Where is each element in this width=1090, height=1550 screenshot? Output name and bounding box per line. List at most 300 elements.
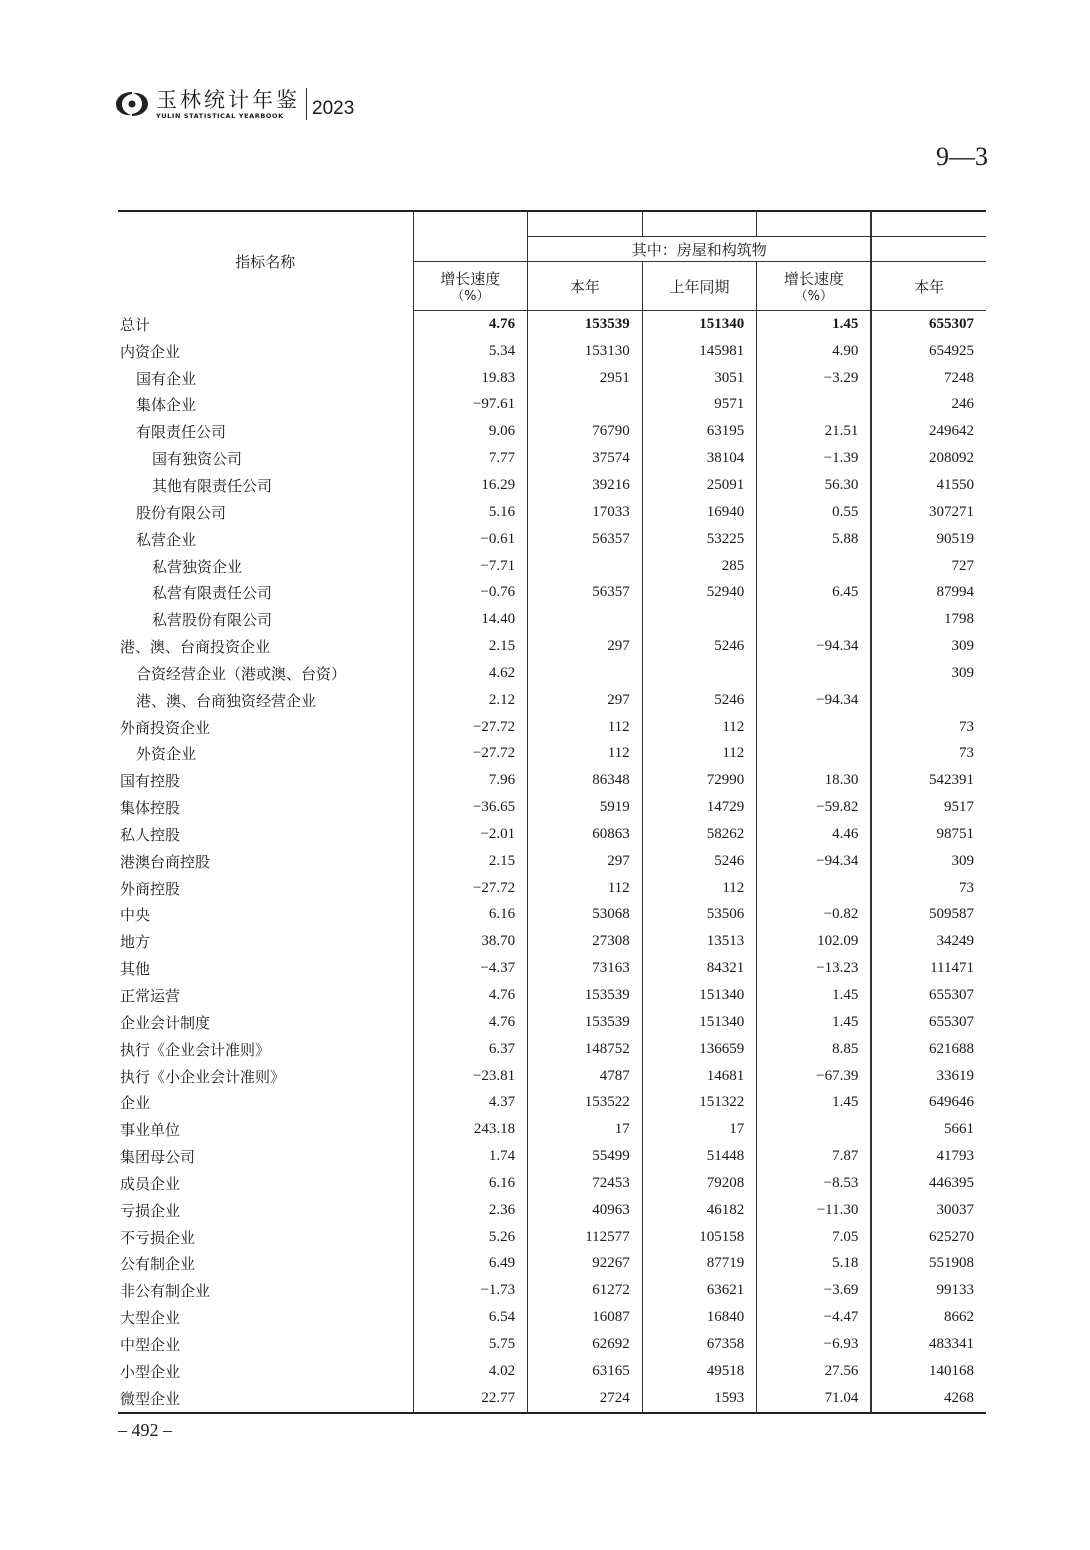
row-label: 外资企业 (136, 745, 197, 764)
row-label: 私营有限责任公司 (152, 584, 273, 603)
row-label: 股份有限公司 (136, 503, 227, 522)
table-row (118, 1143, 986, 1170)
table-cell: 6.45 (757, 579, 872, 606)
table-cell: −4.47 (757, 1304, 872, 1331)
row-label: 港、澳、台商投资企业 (120, 638, 271, 657)
table-cell: 18.30 (757, 767, 872, 794)
table-cell: 22.77 (413, 1385, 528, 1413)
table-row (118, 311, 986, 338)
table-cell: 151340 (642, 1009, 757, 1036)
table-row (118, 418, 986, 445)
table-row (118, 982, 986, 1009)
table-cell: 4.76 (413, 311, 528, 338)
table-cell (757, 660, 872, 687)
table-row (118, 365, 986, 392)
table-cell: −3.69 (757, 1277, 872, 1304)
table-cell: 140168 (871, 1358, 986, 1385)
table-cell: 309 (871, 848, 986, 875)
table-cell: 73163 (528, 955, 643, 982)
table-cell: 102.09 (757, 928, 872, 955)
table-row (118, 1304, 986, 1331)
table-cell: 621688 (871, 1036, 986, 1063)
row-label: 正常运营 (120, 987, 181, 1006)
table-cell: −2.01 (413, 821, 528, 848)
table-cell: 285 (642, 553, 757, 580)
row-label: 地方 (120, 933, 151, 952)
table-cell: 148752 (528, 1036, 643, 1063)
row-label: 私营企业 (136, 530, 197, 549)
table-cell: 17 (528, 1116, 643, 1143)
table-cell: 7.05 (757, 1224, 872, 1251)
table-cell: −13.23 (757, 955, 872, 982)
table-cell: 7248 (871, 365, 986, 392)
column-header (642, 262, 757, 311)
table-cell (528, 392, 643, 419)
table-cell (642, 606, 757, 633)
table-cell: 151340 (642, 982, 757, 1009)
table-cell: 1.45 (757, 982, 872, 1009)
data-table (118, 210, 986, 1414)
table-cell (757, 1116, 872, 1143)
table-cell: 297 (528, 687, 643, 714)
column-header (413, 262, 528, 311)
table-row (118, 499, 986, 526)
table-cell: 7.96 (413, 767, 528, 794)
table-cell: 67358 (642, 1331, 757, 1358)
table-cell: 73 (871, 714, 986, 741)
table-cell: 14729 (642, 794, 757, 821)
table-cell: 5.34 (413, 338, 528, 365)
table-row (118, 660, 986, 687)
table-cell: 145981 (642, 338, 757, 365)
table-cell: 73 (871, 741, 986, 768)
table-row (118, 1358, 986, 1385)
row-label: 内资企业 (120, 342, 181, 361)
table-row (118, 741, 986, 768)
table-cell: 309 (871, 633, 986, 660)
table-cell: 1798 (871, 606, 986, 633)
table-cell: 112 (642, 875, 757, 902)
table-cell: 9.06 (413, 418, 528, 445)
table-row (118, 1197, 986, 1224)
table-cell: −94.34 (757, 848, 872, 875)
table-cell: −0.82 (757, 902, 872, 929)
brand-block (156, 88, 307, 120)
table-cell: 297 (528, 848, 643, 875)
table-row (118, 1089, 986, 1116)
table-row (118, 1116, 986, 1143)
table-cell: 654925 (871, 338, 986, 365)
table-row (118, 606, 986, 633)
table-cell: 4.37 (413, 1089, 528, 1116)
table-cell: 87994 (871, 579, 986, 606)
table-row (118, 875, 986, 902)
column-label: 上年同期 (669, 277, 730, 296)
table-cell: −97.61 (413, 392, 528, 419)
column-label: 本年 (569, 277, 600, 296)
row-label: 私营股份有限公司 (152, 611, 273, 630)
name-column-header: 指标名称 (235, 252, 296, 271)
table-cell (528, 660, 643, 687)
table-cell: 51448 (642, 1143, 757, 1170)
table-cell: 153539 (528, 982, 643, 1009)
table-cell: 16940 (642, 499, 757, 526)
table-cell (757, 875, 872, 902)
table-cell: 92267 (528, 1251, 643, 1278)
table-row (118, 1251, 986, 1278)
table-cell: 1.45 (757, 1089, 872, 1116)
table-cell: −94.34 (757, 687, 872, 714)
table-row (118, 553, 986, 580)
row-label: 有限责任公司 (136, 423, 227, 442)
table-cell: 86348 (528, 767, 643, 794)
table-cell: 72990 (642, 767, 757, 794)
table-cell: 2724 (528, 1385, 643, 1413)
table-cell: 53506 (642, 902, 757, 929)
table-cell: 509587 (871, 902, 986, 929)
table-cell: 73 (871, 875, 986, 902)
table-cell (528, 606, 643, 633)
table-cell: 112 (528, 741, 643, 768)
table-cell: 551908 (871, 1251, 986, 1278)
table-cell: 4.90 (757, 338, 872, 365)
table-cell (528, 553, 643, 580)
table-cell: 297 (528, 633, 643, 660)
row-label: 集体企业 (136, 396, 197, 415)
table-cell: 27308 (528, 928, 643, 955)
table-cell: 483341 (871, 1331, 986, 1358)
table-cell: 151322 (642, 1089, 757, 1116)
row-label: 国有企业 (136, 369, 197, 388)
table-cell: 56.30 (757, 472, 872, 499)
table-row (118, 1009, 986, 1036)
table-row (118, 794, 986, 821)
table-row (118, 579, 986, 606)
brand-title-cn: 玉林统计年鉴 (156, 88, 300, 112)
row-label: 成员企业 (120, 1174, 181, 1193)
row-label: 企业会计制度 (120, 1013, 211, 1032)
row-label: 小型企业 (120, 1362, 181, 1381)
table-cell: 5.16 (413, 499, 528, 526)
table-row (118, 526, 986, 553)
row-label: 合资经营企业（港或澳、台资） (136, 664, 347, 683)
column-header (528, 262, 643, 311)
table-row (118, 633, 986, 660)
table-cell: 6.16 (413, 1170, 528, 1197)
table-cell (757, 741, 872, 768)
table-cell: 21.51 (757, 418, 872, 445)
table-cell: 79208 (642, 1170, 757, 1197)
table-cell: 71.04 (757, 1385, 872, 1413)
row-label: 国有控股 (120, 772, 181, 791)
table-row (118, 928, 986, 955)
table-cell: −67.39 (757, 1063, 872, 1090)
table-cell: 14.40 (413, 606, 528, 633)
table-cell: 4787 (528, 1063, 643, 1090)
table-row (118, 1331, 986, 1358)
table-cell: 542391 (871, 767, 986, 794)
table-cell: 153539 (528, 311, 643, 338)
yearbook-logo-icon (112, 88, 152, 120)
table-cell: 62692 (528, 1331, 643, 1358)
row-label: 其他 (120, 960, 151, 979)
table-cell: −59.82 (757, 794, 872, 821)
row-label: 集团母公司 (120, 1148, 196, 1167)
table-cell: −36.65 (413, 794, 528, 821)
table-cell: −27.72 (413, 714, 528, 741)
table-cell: 56357 (528, 526, 643, 553)
row-label: 港、澳、台商独资经营企业 (136, 691, 317, 710)
table-cell: −23.81 (413, 1063, 528, 1090)
row-label: 执行《小企业会计准则》 (120, 1067, 286, 1086)
table-row (118, 848, 986, 875)
table-cell: 655307 (871, 311, 986, 338)
column-label: 增长速度 (783, 269, 844, 288)
row-label: 外商控股 (120, 879, 181, 898)
table-cell: −1.39 (757, 445, 872, 472)
table-cell: 208092 (871, 445, 986, 472)
table-cell: 5246 (642, 687, 757, 714)
table-cell: 5.26 (413, 1224, 528, 1251)
table-cell: 25091 (642, 472, 757, 499)
table-cell: 52940 (642, 579, 757, 606)
table-cell: 61272 (528, 1277, 643, 1304)
table-cell: 53068 (528, 902, 643, 929)
table-cell: 5.75 (413, 1331, 528, 1358)
table-row (118, 955, 986, 982)
table-cell: 2.36 (413, 1197, 528, 1224)
yearbook-year: 2023 (312, 98, 355, 119)
table-cell: 649646 (871, 1089, 986, 1116)
table-cell: 49518 (642, 1358, 757, 1385)
row-label: 不亏损企业 (120, 1228, 196, 1247)
table-cell: 17033 (528, 499, 643, 526)
table-cell: 309 (871, 660, 986, 687)
table-cell: 5246 (642, 633, 757, 660)
table-cell: −0.76 (413, 579, 528, 606)
table-cell: 2.15 (413, 848, 528, 875)
table-cell: 111471 (871, 955, 986, 982)
table-cell: 63165 (528, 1358, 643, 1385)
table-cell: 39216 (528, 472, 643, 499)
table-cell: 7.87 (757, 1143, 872, 1170)
table-row (118, 821, 986, 848)
row-label: 公有制企业 (120, 1255, 196, 1274)
table-cell: 246 (871, 392, 986, 419)
row-label: 企业 (120, 1094, 151, 1113)
table-cell: −6.93 (757, 1331, 872, 1358)
row-label: 大型企业 (120, 1309, 181, 1328)
table-cell: 63195 (642, 418, 757, 445)
table-cell: 1.45 (757, 1009, 872, 1036)
table-cell: 446395 (871, 1170, 986, 1197)
table-cell: 4.76 (413, 1009, 528, 1036)
table-cell: 53225 (642, 526, 757, 553)
table-cell: 60863 (528, 821, 643, 848)
table-cell: 40963 (528, 1197, 643, 1224)
table-row (118, 714, 986, 741)
table-row (118, 472, 986, 499)
table-cell: 4268 (871, 1385, 986, 1413)
table-row (118, 687, 986, 714)
table-cell: 6.16 (413, 902, 528, 929)
table-cell: 38104 (642, 445, 757, 472)
table-row (118, 1385, 986, 1413)
row-label: 总计 (120, 315, 151, 334)
table-cell: 56357 (528, 579, 643, 606)
table-cell: −94.34 (757, 633, 872, 660)
table-cell: 37574 (528, 445, 643, 472)
table-cell: 98751 (871, 821, 986, 848)
page-header (112, 86, 354, 122)
table-cell: 4.46 (757, 821, 872, 848)
table-cell: −1.73 (413, 1277, 528, 1304)
table-header (118, 211, 986, 311)
brand-title-en: YULIN STATISTICAL YEARBOOK (156, 112, 284, 120)
table-cell: 55499 (528, 1143, 643, 1170)
table-cell: −0.61 (413, 526, 528, 553)
column-label: 本年 (914, 277, 945, 296)
table-cell: 727 (871, 553, 986, 580)
row-label: 其他有限责任公司 (152, 476, 273, 495)
table-cell: 34249 (871, 928, 986, 955)
row-label: 私人控股 (120, 825, 181, 844)
table-row (118, 445, 986, 472)
table-cell: 7.77 (413, 445, 528, 472)
table-cell: 243.18 (413, 1116, 528, 1143)
table-cell: 655307 (871, 982, 986, 1009)
table-cell: −8.53 (757, 1170, 872, 1197)
table-cell: 16.29 (413, 472, 528, 499)
table-cell: 72453 (528, 1170, 643, 1197)
table-cell: 136659 (642, 1036, 757, 1063)
table-cell: 5.18 (757, 1251, 872, 1278)
row-label: 执行《企业会计准则》 (120, 1040, 271, 1059)
table-body (118, 311, 986, 1413)
table-cell: 112 (642, 741, 757, 768)
row-label: 港澳台商控股 (120, 852, 211, 871)
table-cell: 153539 (528, 1009, 643, 1036)
table-cell: 1.74 (413, 1143, 528, 1170)
table-cell: 112577 (528, 1224, 643, 1251)
table-cell: 58262 (642, 821, 757, 848)
table-cell (757, 392, 872, 419)
table-row (118, 392, 986, 419)
table-cell: 5.88 (757, 526, 872, 553)
table-cell: 84321 (642, 955, 757, 982)
table-row (118, 767, 986, 794)
row-label: 国有独资公司 (152, 450, 243, 469)
table-cell: 9517 (871, 794, 986, 821)
table-cell: 625270 (871, 1224, 986, 1251)
table-cell (757, 606, 872, 633)
table-cell: 9571 (642, 392, 757, 419)
table-cell: 13513 (642, 928, 757, 955)
row-label: 集体控股 (120, 799, 181, 818)
table-cell: −11.30 (757, 1197, 872, 1224)
table-cell: 76790 (528, 418, 643, 445)
column-label: 增长速度 (440, 269, 501, 288)
table-cell: 63621 (642, 1277, 757, 1304)
table-cell: 3051 (642, 365, 757, 392)
table-cell: 4.76 (413, 982, 528, 1009)
page-number: – 492 – (118, 1420, 172, 1440)
row-label: 中央 (120, 906, 151, 925)
table-cell (871, 687, 986, 714)
table-cell: 14681 (642, 1063, 757, 1090)
table-cell: 655307 (871, 1009, 986, 1036)
table-cell: 6.37 (413, 1036, 528, 1063)
table-cell: 17 (642, 1116, 757, 1143)
table-cell: 99133 (871, 1277, 986, 1304)
table-cell: 2.12 (413, 687, 528, 714)
table-row (118, 1277, 986, 1304)
table-row (118, 902, 986, 929)
subgroup-header: 其中：房屋和构筑物 (528, 237, 872, 262)
table-cell: −27.72 (413, 875, 528, 902)
table-cell: 153522 (528, 1089, 643, 1116)
table-cell: 6.54 (413, 1304, 528, 1331)
table-cell: 112 (642, 714, 757, 741)
table-cell: 41550 (871, 472, 986, 499)
table-cell (642, 660, 757, 687)
row-label: 中型企业 (120, 1335, 181, 1354)
table-cell: 105158 (642, 1224, 757, 1251)
table-cell: 151340 (642, 311, 757, 338)
table-code: 9—3 (936, 142, 988, 171)
column-header (871, 262, 986, 311)
table-cell: 0.55 (757, 499, 872, 526)
table-cell: −27.72 (413, 741, 528, 768)
table-cell: 307271 (871, 499, 986, 526)
table-cell: 8.85 (757, 1036, 872, 1063)
column-unit: （%） (794, 288, 833, 304)
table-cell: 38.70 (413, 928, 528, 955)
table-cell: 30037 (871, 1197, 986, 1224)
table-cell: 27.56 (757, 1358, 872, 1385)
table-cell: 16087 (528, 1304, 643, 1331)
table-cell: 112 (528, 875, 643, 902)
table-cell: 2951 (528, 365, 643, 392)
table-cell: −7.71 (413, 553, 528, 580)
table-cell: 5919 (528, 794, 643, 821)
table-cell: 19.83 (413, 365, 528, 392)
row-label: 亏损企业 (120, 1201, 181, 1220)
table-row (118, 338, 986, 365)
table-cell: −3.29 (757, 365, 872, 392)
table-cell: 6.49 (413, 1251, 528, 1278)
row-label: 私营独资企业 (152, 557, 243, 576)
table-cell: 1593 (642, 1385, 757, 1413)
table-cell: 33619 (871, 1063, 986, 1090)
table-cell: −4.37 (413, 955, 528, 982)
column-unit: （%） (451, 288, 490, 304)
table-row (118, 1170, 986, 1197)
table-cell (757, 553, 872, 580)
table-cell: 4.62 (413, 660, 528, 687)
table-cell: 5661 (871, 1116, 986, 1143)
table-cell: 90519 (871, 526, 986, 553)
table-cell: 16840 (642, 1304, 757, 1331)
table-cell: 41793 (871, 1143, 986, 1170)
table-cell: 2.15 (413, 633, 528, 660)
row-label: 微型企业 (118, 1385, 413, 1413)
table-row (118, 1063, 986, 1090)
table-cell (757, 714, 872, 741)
row-label: 事业单位 (120, 1121, 181, 1140)
table-cell: 1.45 (757, 311, 872, 338)
table-cell: 4.02 (413, 1358, 528, 1385)
